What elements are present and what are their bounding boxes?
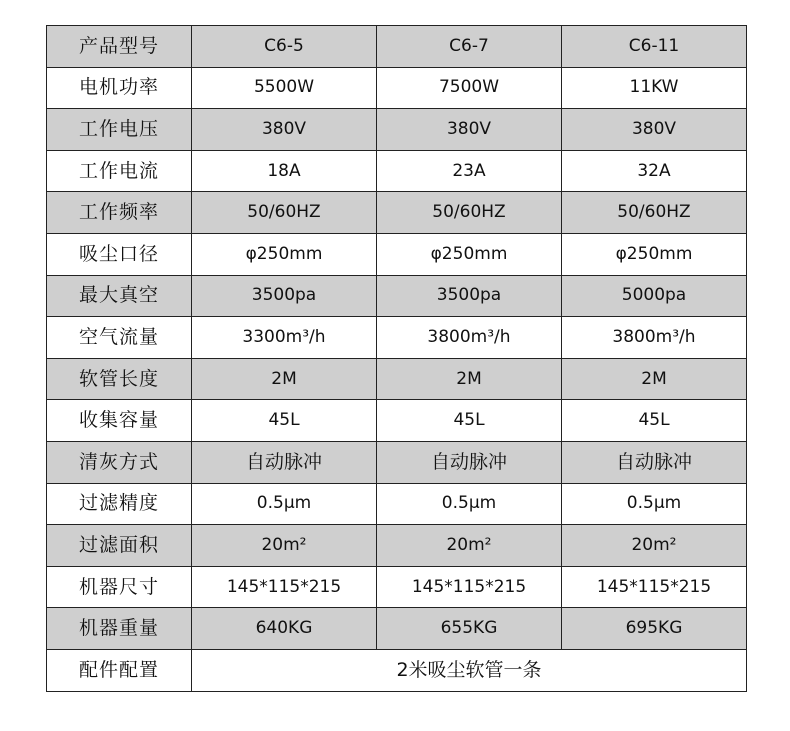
cell-value: 145*115*215 — [562, 566, 747, 608]
cell-value: 20m² — [377, 525, 562, 567]
cell-value: 20m² — [192, 525, 377, 567]
cell-value: 3300m³/h — [192, 317, 377, 359]
cell-value: 23A — [377, 150, 562, 192]
cell-value: C6-11 — [562, 26, 747, 68]
table-row-weight — [47, 608, 747, 650]
row-label: 配件配置 — [47, 649, 192, 691]
cell-value: 2M — [377, 358, 562, 400]
cell-value: 3800m³/h — [377, 317, 562, 359]
row-label: 过滤精度 — [47, 483, 192, 525]
cell-value: 380V — [562, 109, 747, 151]
accessories-value: 2米吸尘软管一条 — [192, 649, 747, 691]
cell-value: 145*115*215 — [377, 566, 562, 608]
cell-value: 5000pa — [562, 275, 747, 317]
table-row-frequency — [47, 192, 747, 234]
spec-table — [46, 25, 747, 692]
cell-value: 45L — [562, 400, 747, 442]
table-row-dimensions — [47, 566, 747, 608]
cell-value: 50/60HZ — [377, 192, 562, 234]
cell-value: 18A — [192, 150, 377, 192]
row-label: 最大真空 — [47, 275, 192, 317]
row-label: 工作频率 — [47, 192, 192, 234]
table-row-max-vacuum — [47, 275, 747, 317]
row-label: 软管长度 — [47, 358, 192, 400]
table-row-motor-power — [47, 67, 747, 109]
cell-value: 20m² — [562, 525, 747, 567]
table-row-hose-length — [47, 358, 747, 400]
table-row-accessories — [47, 649, 747, 691]
cell-value: 3800m³/h — [562, 317, 747, 359]
row-label: 电机功率 — [47, 67, 192, 109]
cell-value: 45L — [192, 400, 377, 442]
table-row-model — [47, 26, 747, 68]
table-row-inlet-diameter — [47, 233, 747, 275]
cell-value: 0.5μm — [562, 483, 747, 525]
cell-value: 50/60HZ — [562, 192, 747, 234]
row-label: 过滤面积 — [47, 525, 192, 567]
cell-value: 655KG — [377, 608, 562, 650]
row-label: 产品型号 — [47, 26, 192, 68]
cell-value: 0.5μm — [377, 483, 562, 525]
cell-value: 640KG — [192, 608, 377, 650]
row-label: 工作电流 — [47, 150, 192, 192]
table-row-voltage — [47, 109, 747, 151]
row-label: 机器尺寸 — [47, 566, 192, 608]
cell-value: 380V — [192, 109, 377, 151]
cell-value: 145*115*215 — [192, 566, 377, 608]
cell-value: 0.5μm — [192, 483, 377, 525]
row-label: 工作电压 — [47, 109, 192, 151]
row-label: 收集容量 — [47, 400, 192, 442]
cell-value: 695KG — [562, 608, 747, 650]
cell-value: φ250mm — [377, 233, 562, 275]
cell-value: 2M — [562, 358, 747, 400]
cell-value: 3500pa — [192, 275, 377, 317]
cell-value: 32A — [562, 150, 747, 192]
cell-value: φ250mm — [562, 233, 747, 275]
cell-value: 7500W — [377, 67, 562, 109]
cell-value: 45L — [377, 400, 562, 442]
cell-value: 11KW — [562, 67, 747, 109]
table-row-current — [47, 150, 747, 192]
cell-value: 自动脉冲 — [562, 441, 747, 483]
cell-value: 50/60HZ — [192, 192, 377, 234]
cell-value: φ250mm — [192, 233, 377, 275]
cell-value: 2M — [192, 358, 377, 400]
cell-value: 5500W — [192, 67, 377, 109]
row-label: 空气流量 — [47, 317, 192, 359]
cell-value: C6-5 — [192, 26, 377, 68]
cell-value: 自动脉冲 — [377, 441, 562, 483]
cell-value: 3500pa — [377, 275, 562, 317]
row-label: 吸尘口径 — [47, 233, 192, 275]
table-row-filter-precision — [47, 483, 747, 525]
cell-value: 自动脉冲 — [192, 441, 377, 483]
row-label: 清灰方式 — [47, 441, 192, 483]
cell-value: C6-7 — [377, 26, 562, 68]
table-row-air-flow — [47, 317, 747, 359]
table-row-cleaning-method — [47, 441, 747, 483]
table-row-filter-area — [47, 525, 747, 567]
cell-value: 380V — [377, 109, 562, 151]
table-row-capacity — [47, 400, 747, 442]
row-label: 机器重量 — [47, 608, 192, 650]
